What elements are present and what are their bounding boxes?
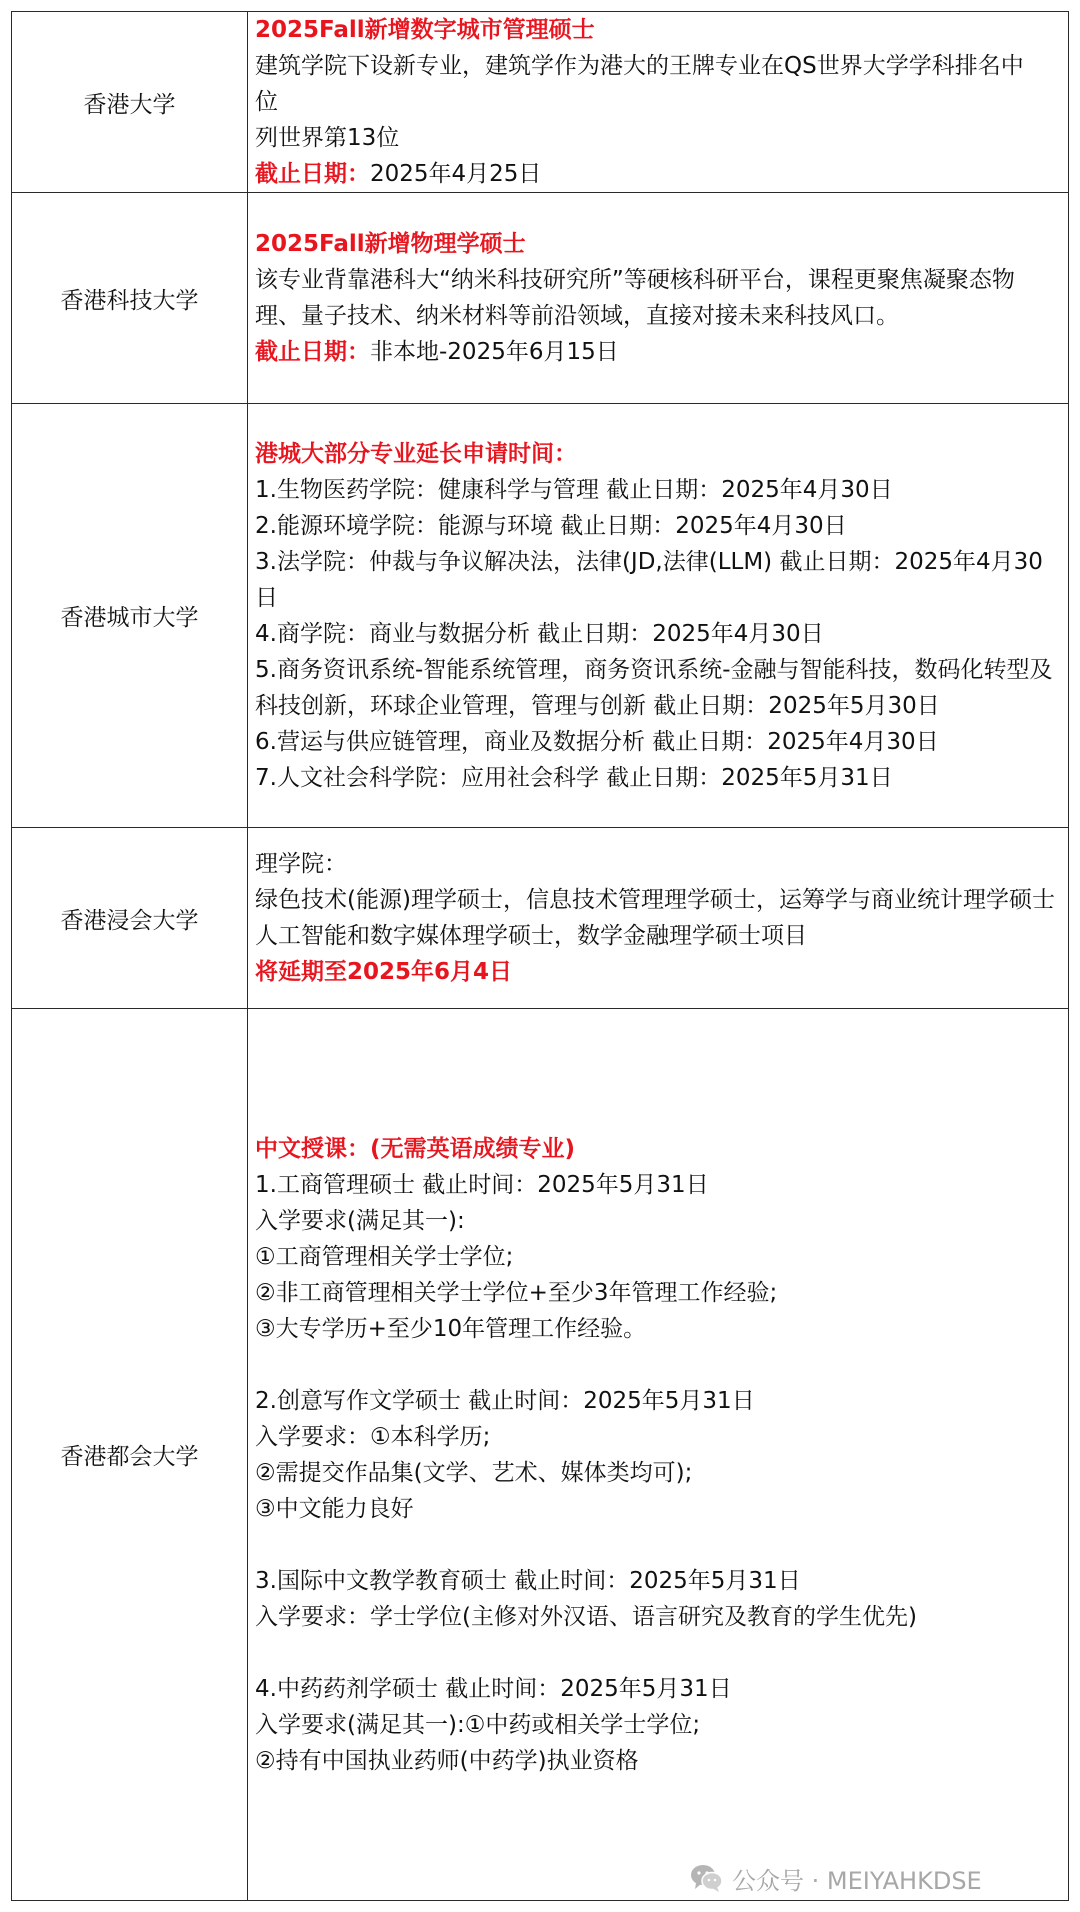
requirement-line: 入学要求：①本科学历; — [255, 1423, 491, 1450]
program-item: 1.工商管理硕士 截止时间：2025年5月31日 — [255, 1171, 709, 1198]
program-info — [248, 12, 1069, 193]
requirement-line: ②需提交作品集(文学、艺术、媒体类均可); — [255, 1459, 693, 1486]
info-table — [11, 11, 1069, 1901]
program-desc: 列世界第13位 — [255, 125, 400, 151]
program-item: 2.创意写作文学硕士 截止时间：2025年5月31日 — [255, 1387, 755, 1414]
program-info — [248, 404, 1069, 828]
program-item: 2.能源环境学院：能源与环境 截止日期：2025年4月30日 — [255, 512, 847, 539]
deadline-label: 截止日期： — [255, 161, 370, 187]
deadline-label: 截止日期： — [255, 339, 370, 365]
requirement-line: 入学要求：学士学位(主修对外汉语、语言研究及教育的学生优先) — [255, 1603, 917, 1630]
requirement-line: 入学要求(满足其一):①中药或相关学士学位; — [255, 1711, 701, 1738]
requirement-line: ②持有中国执业药师(中药学)执业资格 — [255, 1747, 639, 1774]
requirement-line: ③中文能力良好 — [255, 1495, 414, 1522]
program-item: 6.营运与供应链管理，商业及数据分析 截止日期：2025年4月30日 — [255, 728, 939, 755]
program-heading: 2025Fall新增数字城市管理硕士 — [255, 17, 595, 43]
program-item: 人工智能和数字媒体理学硕士，数学金融理学硕士项目 — [255, 923, 807, 949]
spacer — [255, 1527, 1060, 1563]
program-heading: 中文授课：(无需英语成绩专业) — [255, 1135, 576, 1162]
table-row — [12, 404, 1069, 828]
program-item: 1.生物医药学院：健康科学与管理 截止日期：2025年4月30日 — [255, 476, 893, 503]
university-name: 香港科技大学 — [12, 193, 248, 404]
requirement-line: ②非工商管理相关学士学位+至少3年管理工作经验; — [255, 1279, 778, 1306]
program-info — [248, 1009, 1069, 1901]
watermark-text: 公众号 · MEIYAHKDSE — [732, 1866, 982, 1895]
requirement-line: 入学要求(满足其一): — [255, 1207, 465, 1234]
program-item: 7.人文社会科学院：应用社会科学 截止日期：2025年5月31日 — [255, 764, 893, 791]
table-row — [12, 1009, 1069, 1901]
university-name: 香港城市大学 — [12, 404, 248, 828]
program-heading: 港城大部分专业延长申请时间： — [255, 440, 577, 467]
table-row — [12, 12, 1069, 193]
deadline-line — [255, 156, 1060, 192]
program-item: 3.法学院：仲裁与争议解决法，法律(JD,法律(LLM) 截止日期：2025年4月30日 — [255, 548, 1043, 611]
university-name: 香港大学 — [12, 12, 248, 193]
program-item: 理学院： — [255, 851, 347, 877]
deadline-line — [255, 334, 1060, 370]
extension-notice: 将延期至2025年6月4日 — [255, 959, 513, 985]
spacer — [255, 1347, 1060, 1383]
program-desc: 该专业背靠港科大“纳米科技研究所”等硬核科研平台，课程更聚焦凝聚态物理、量子技术、纳米材料等前沿领域，直接对接未来科技风口。 — [255, 267, 1015, 329]
spacer — [255, 1635, 1060, 1671]
table-row — [12, 193, 1069, 404]
program-item: 3.国际中文教学教育硕士 截止时间：2025年5月31日 — [255, 1567, 801, 1594]
deadline-value: 2025年4月25日 — [370, 161, 542, 187]
program-heading: 2025Fall新增物理学硕士 — [255, 231, 526, 257]
requirement-line: ③大专学历+至少10年管理工作经验。 — [255, 1315, 647, 1342]
program-item: 4.商学院：商业与数据分析 截止日期：2025年4月30日 — [255, 620, 824, 647]
deadline-value: 非本地-2025年6月15日 — [370, 339, 619, 365]
program-desc: 建筑学院下设新专业，建筑学作为港大的王牌专业在QS世界大学学科排名中位 — [255, 53, 1024, 115]
university-name: 香港都会大学 — [12, 1009, 248, 1901]
program-item: 绿色技术(能源)理学硕士，信息技术管理理学硕士，运筹学与商业统计理学硕士 — [255, 887, 1055, 913]
table-row — [12, 828, 1069, 1009]
watermark — [690, 1862, 982, 1894]
program-item: 5.商务资讯系统-智能系统管理，商务资讯系统-金融与智能科技，数码化转型及科技创新，环球企业管理，管理与创新 截止日期：2025年5月30日 — [255, 656, 1053, 719]
program-info — [248, 193, 1069, 404]
university-name: 香港浸会大学 — [12, 828, 248, 1009]
requirement-line: ①工商管理相关学士学位; — [255, 1243, 514, 1270]
program-info — [248, 828, 1069, 1009]
program-item: 4.中药药剂学硕士 截止时间：2025年5月31日 — [255, 1675, 732, 1702]
wechat-icon — [690, 1863, 724, 1893]
